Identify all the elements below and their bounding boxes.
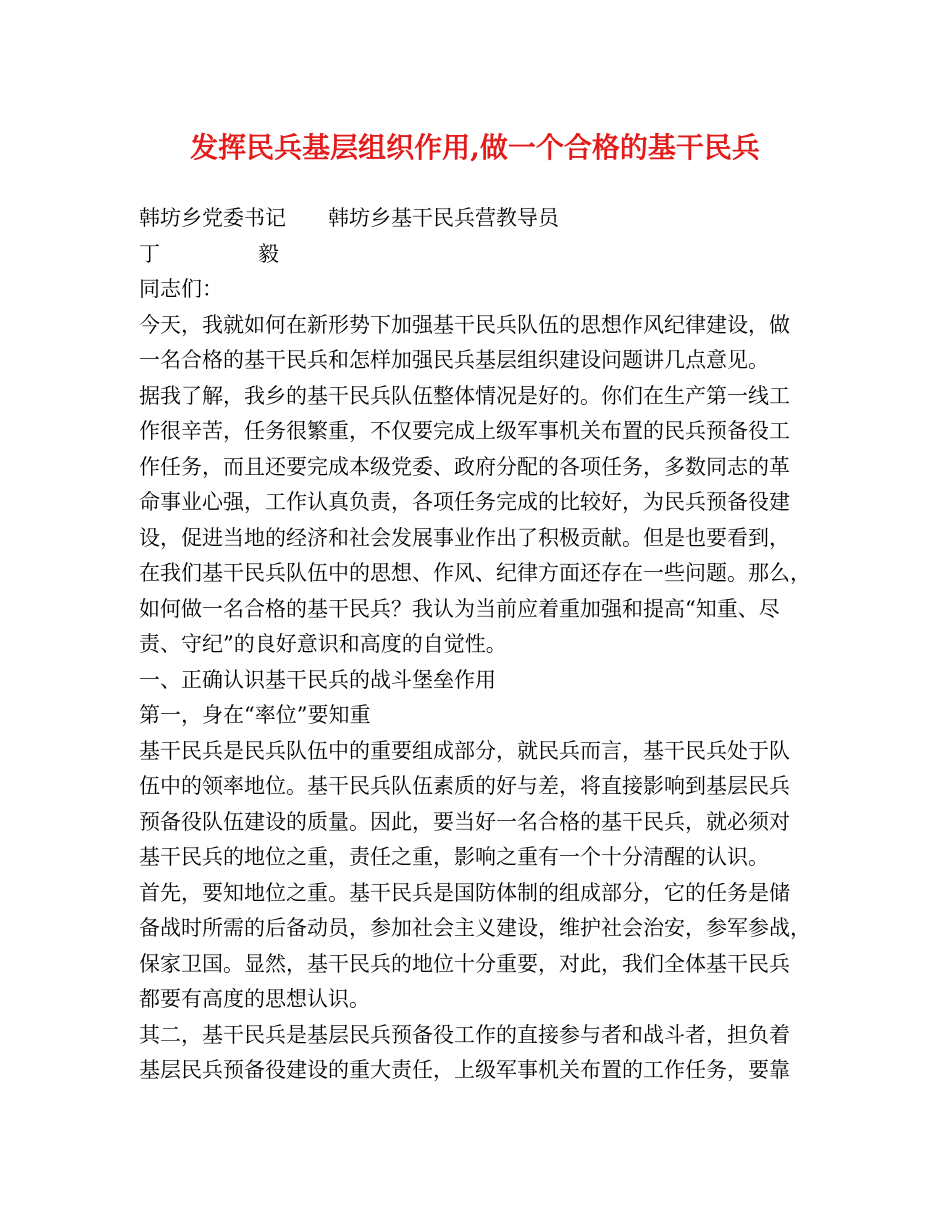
paragraph-line: 首先，要知地位之重。基干民兵是国防体制的组成部分，它的任务是储 [139, 880, 790, 905]
paragraph-line: 保家卫国。显然，基干民兵的地位十分重要，对此，我们全体基干民兵 [139, 951, 790, 976]
paragraph-line: 如何做一名合格的基干民兵？我认为当前应着重加强和提高“知重、尽 [139, 596, 780, 621]
paragraph-line: 责、守纪”的良好意识和高度的自觉性。 [139, 632, 507, 656]
document-body [139, 201, 819, 1089]
paragraph-line: 都要有高度的思想认识。 [139, 987, 370, 1011]
paragraph-line: 据我了解，我乡的基干民兵队伍整体情况是好的。你们在生产第一线工 [139, 383, 790, 408]
paragraph-line: 基层民兵预备役建设的重大责任，上级军事机关布置的工作任务，要靠 [139, 1058, 790, 1082]
author-name-line [139, 237, 819, 273]
paragraph-line: 预备役队伍建设的质量。因此，要当好一名合格的基干民兵，就必须对 [139, 809, 790, 834]
paragraph-line: 伍中的领率地位。基干民兵队伍素质的好与差，将直接影响到基层民兵 [139, 774, 790, 798]
paragraph-line: 作任务，而且还要完成本级党委、政府分配的各项任务，多数同志的革 [139, 454, 790, 479]
paragraph-line: 基干民兵是民兵队伍中的重要组成部分，就民兵而言，基干民兵处于队 [139, 738, 790, 763]
section-heading: 一、正确认识基干民兵的战斗堡垒作用 [139, 667, 496, 692]
paragraph-line: 备战时所需的后备动员，参加社会主义建设，维护社会治安，参军参战， [139, 916, 811, 940]
paragraph-line: 其二，基干民兵是基层民兵预备役工作的直接参与者和战斗者，担负着 [139, 1022, 790, 1047]
author-line [139, 201, 819, 237]
paragraph-line: 命事业心强，工作认真负责，各项任务完成的比较好，为民兵预备役建 [139, 490, 790, 514]
paragraph-line: 作很辛苦，任务很繁重，不仅要完成上级军事机关布置的民兵预备役工 [139, 419, 790, 443]
author-given-name: 毅 [258, 241, 279, 266]
page-title: 发挥民兵基层组织作用,做一个合格的基干民兵 [190, 131, 760, 164]
salutation: 同志们： [139, 277, 223, 301]
subsection-heading: 第一，身在“率位”要知重 [139, 703, 371, 727]
paragraph-line: 今天，我就如何在新形势下加强基干民兵队伍的思想作风纪律建设，做 [139, 312, 790, 337]
paragraph-line: 在我们基干民兵队伍中的思想、作风、纪律方面还存在一些问题。那么， [139, 561, 811, 585]
paragraph-line: 设，促进当地的经济和社会发展事业作出了积极贡献。但是也要看到， [139, 525, 790, 550]
paragraph-line: 基干民兵的地位之重，责任之重，影响之重有一个十分清醒的认识。 [139, 845, 769, 869]
author-role-militia-instructor: 韩坊乡基干民兵营教导员 [328, 206, 559, 230]
paragraph-line: 一名合格的基干民兵和怎样加强民兵基层组织建设问题讲几点意见。 [139, 348, 769, 372]
author-role-party-secretary: 韩坊乡党委书记 [139, 206, 286, 230]
author-surname: 丁 [139, 241, 160, 266]
